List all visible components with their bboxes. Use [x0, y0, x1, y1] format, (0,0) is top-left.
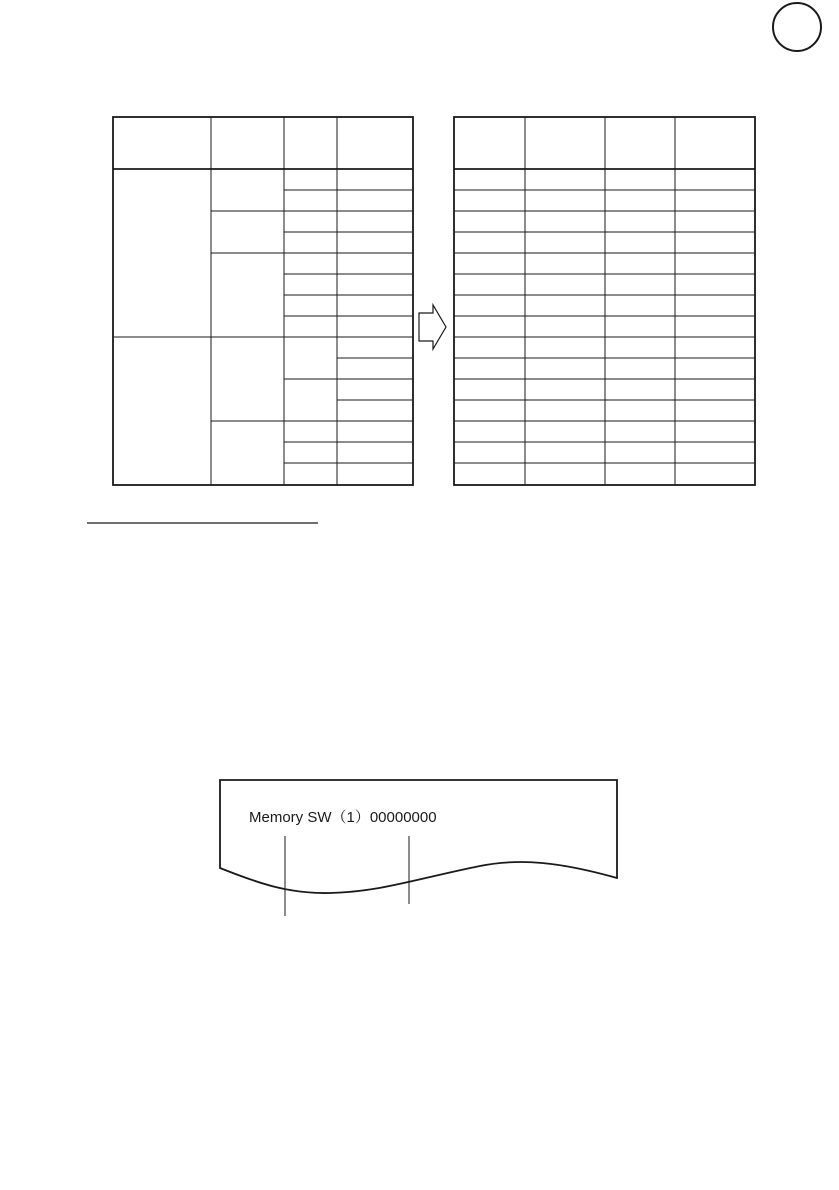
receipt-paper: [220, 780, 617, 893]
left-table-border: [113, 117, 413, 485]
left-table: [113, 117, 413, 485]
receipt-illustration: [220, 780, 617, 916]
arrow-right-icon: [419, 305, 446, 349]
punch-hole-icon: [773, 3, 821, 51]
receipt-print-line: Memory SW（1）00000000: [249, 809, 437, 826]
right-table: [454, 117, 755, 485]
